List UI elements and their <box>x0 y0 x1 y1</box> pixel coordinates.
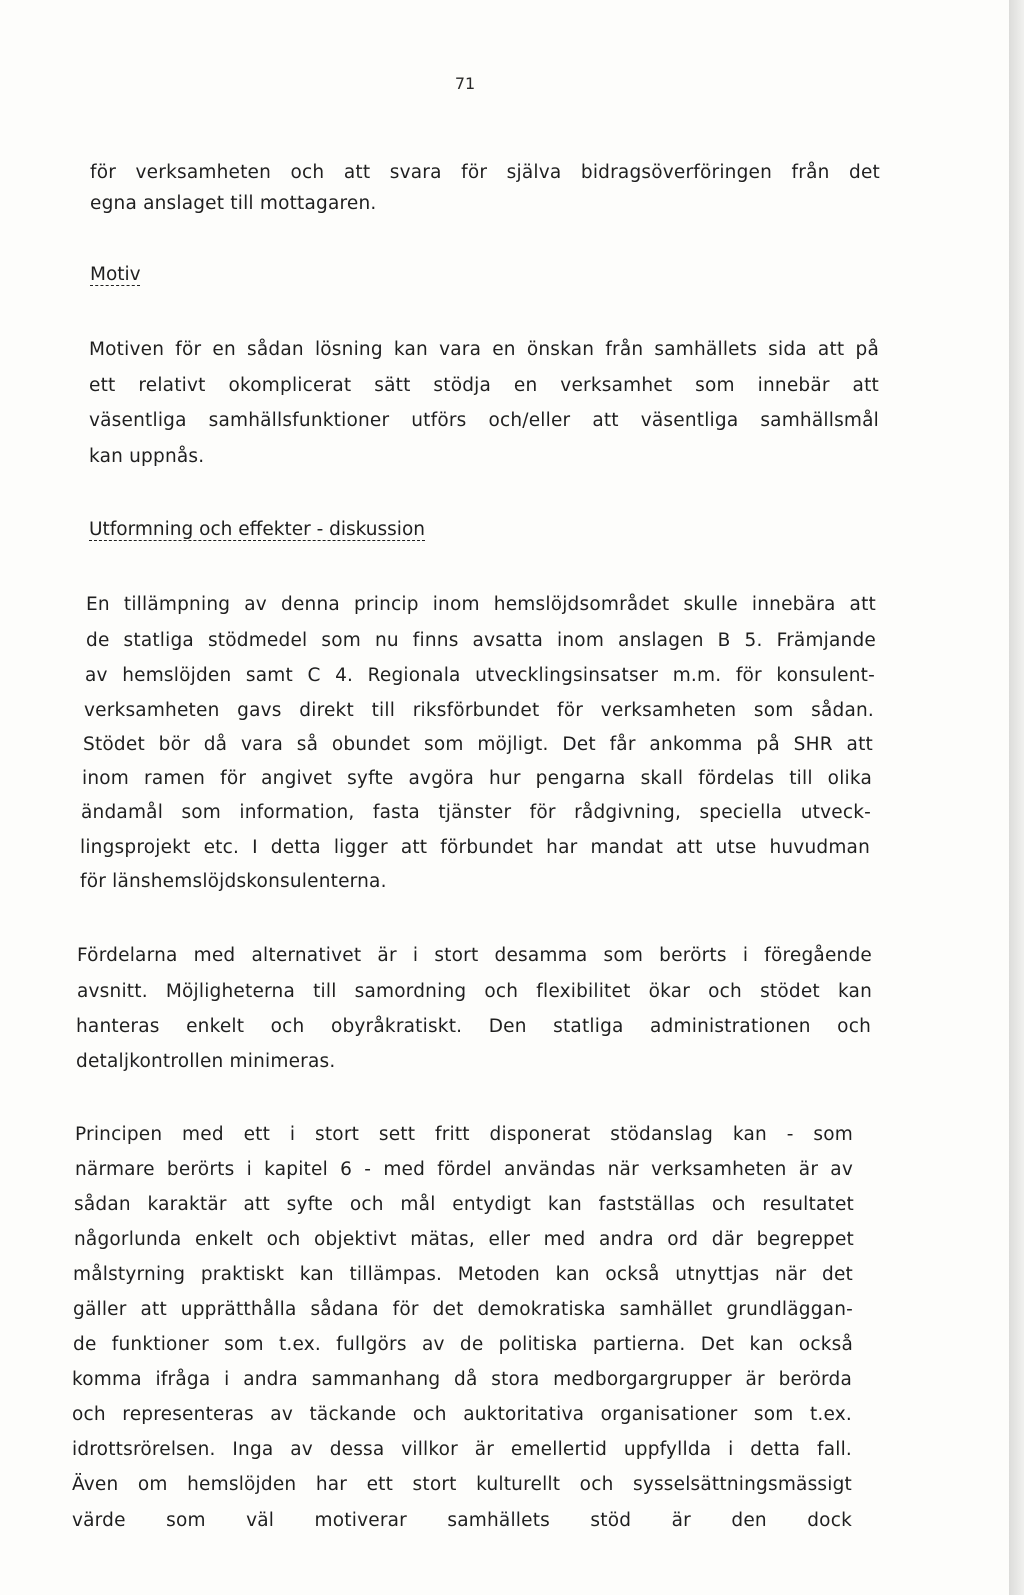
paragraph-3-line-8: lingsprojekt etc. I detta ligger att förbundet har mandat att utse huvudman <box>80 837 870 858</box>
paragraph-1-line-1: för verksamheten och att svara för själva bidragsöverföringen från det <box>90 162 880 183</box>
paragraph-5-line-8: komma ifråga i andra sammanhang då stora medborgargrupper är berörda <box>72 1369 852 1390</box>
page-number: 71 <box>454 74 476 93</box>
heading-motiv: Motiv <box>90 264 141 285</box>
paragraph-1-line-2: egna anslaget till mottagaren. <box>90 193 377 214</box>
paragraph-5-line-6: gäller att upprätthålla sådana för det demokratiska samhället grundläggan- <box>73 1299 853 1320</box>
paragraph-4-line-2: avsnitt. Möjligheterna till samordning och flexibilitet ökar och stödet kan <box>77 981 872 1002</box>
paragraph-5-line-5: målstyrning praktiskt kan tillämpas. Metoden kan också utnyttjas när det <box>73 1264 853 1285</box>
paragraph-5-line-7: de funktioner som t.ex. fullgörs av de politiska partierna. Det kan också <box>73 1334 853 1355</box>
paragraph-3-line-2: de statliga stödmedel som nu finns avsatta inom anslagen B 5. Främjande <box>86 630 876 651</box>
paragraph-2-line-2: ett relativt okomplicerat sätt stödja en verksamhet som innebär att <box>89 375 879 396</box>
paragraph-3-line-6: inom ramen för angivet syfte avgöra hur pengarna skall fördelas till olika <box>82 768 872 789</box>
paragraph-3-line-5: Stödet bör då vara så obundet som möjligt. Det får ankomma på SHR att <box>83 734 873 755</box>
paragraph-5-line-1: Principen med ett i stort sett fritt disponerat stödanslag kan - som <box>75 1124 853 1145</box>
paragraph-4-line-4: detaljkontrollen minimeras. <box>76 1051 336 1072</box>
paragraph-5-line-11: Även om hemslöjden har ett stort kulturellt och sysselsättningsmässigt <box>72 1474 852 1495</box>
paragraph-5-line-4: någorlunda enkelt och objektivt mätas, eller med andra ord där begreppet <box>74 1229 854 1250</box>
paragraph-3-line-7: ändamål som information, fasta tjänster för rådgivning, speciella utveck- <box>81 802 871 823</box>
paragraph-5-line-9: och representeras av täckande och auktoritativa organisationer som t.ex. <box>72 1404 852 1425</box>
paragraph-2-line-4: kan uppnås. <box>89 446 205 467</box>
paragraph-3-line-9: för länshemslöjdskonsulenterna. <box>80 871 387 892</box>
paragraph-3-line-3: av hemslöjden samt C 4. Regionala utvecklingsinsatser m.m. för konsulent- <box>85 665 875 686</box>
paragraph-5-line-10: idrottsrörelsen. Inga av dessa villkor är emellertid uppfyllda i detta fall. <box>72 1439 852 1460</box>
paragraph-3-line-4: verksamheten gavs direkt till riksförbundet för verksamheten som sådan. <box>84 700 874 721</box>
paragraph-5-line-2: närmare berörts i kapitel 6 - med fördel användas när verksamheten är av <box>75 1159 853 1180</box>
paragraph-3-line-1: En tillämpning av denna princip inom hemslöjdsområdet skulle innebära att <box>86 594 876 615</box>
paragraph-5-line-12: värde som väl motiverar samhällets stöd är den dock <box>72 1510 852 1531</box>
heading-utformning: Utformning och effekter - diskussion <box>89 519 425 540</box>
scan-edge <box>1009 0 1024 1595</box>
paragraph-5-line-3: sådan karaktär att syfte och mål entydigt kan fastställas och resultatet <box>74 1194 854 1215</box>
paragraph-4-line-1: Fördelarna med alternativet är i stort desamma som berörts i föregående <box>77 945 872 966</box>
paragraph-4-line-3: hanteras enkelt och obyråkratiskt. Den statliga administrationen och <box>76 1016 871 1037</box>
paragraph-2-line-3: väsentliga samhällsfunktioner utförs och/eller att väsentliga samhällsmål <box>89 410 879 431</box>
paragraph-2-line-1: Motiven för en sådan lösning kan vara en önskan från samhällets sida att på <box>89 339 879 360</box>
